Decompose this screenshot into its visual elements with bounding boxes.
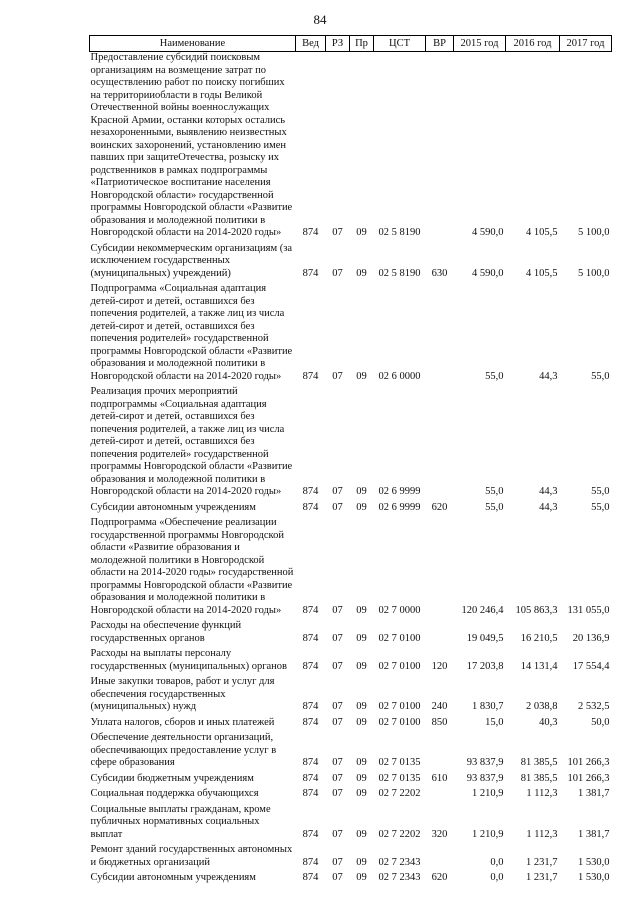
row-cst: 02 7 2202 xyxy=(378,828,421,840)
row-2017: 50,0 xyxy=(591,716,610,728)
table-header xyxy=(90,36,612,52)
table-row xyxy=(90,52,612,240)
row-2016: 44,3 xyxy=(539,501,558,513)
row-2016: 44,3 xyxy=(539,486,558,497)
row-rz: 07 xyxy=(332,772,343,784)
row-2017: 55,0 xyxy=(591,501,610,513)
row-pr: 09 xyxy=(356,772,367,784)
budget-table xyxy=(89,35,612,885)
table-row xyxy=(90,714,612,730)
row-rz: 07 xyxy=(332,788,343,799)
row-vr: 850 xyxy=(431,716,448,728)
row-2017: 1 381,7 xyxy=(578,828,610,840)
row-2016: 16 210,5 xyxy=(520,632,558,644)
row-2015: 19 049,5 xyxy=(466,632,504,644)
row-2017: 1 530,0 xyxy=(578,872,610,883)
row-pr: 09 xyxy=(356,757,367,768)
row-vr: 610 xyxy=(431,772,448,784)
row-2016: 4 105,5 xyxy=(526,227,558,238)
header-2017: 2017 год xyxy=(560,36,612,52)
row-rz: 07 xyxy=(332,370,343,382)
row-cst: 02 5 8190 xyxy=(378,227,421,238)
row-2015: 17 203,8 xyxy=(466,660,504,672)
row-cst: 02 7 0135 xyxy=(378,772,421,784)
row-vr: 620 xyxy=(431,872,448,883)
row-2015: 1 830,7 xyxy=(472,701,504,712)
row-rz: 07 xyxy=(332,660,343,672)
row-vr: 630 xyxy=(431,267,448,279)
row-rz: 07 xyxy=(332,701,343,712)
row-ved: 874 xyxy=(302,828,319,840)
row-rz: 07 xyxy=(332,856,343,868)
row-2015: 1 210,9 xyxy=(472,788,504,799)
row-cst: 02 7 2202 xyxy=(378,788,421,799)
row-pr: 09 xyxy=(356,501,367,513)
row-name: Субсидии бюджетным учреждениям xyxy=(90,772,254,784)
table-row xyxy=(90,280,612,383)
row-pr: 09 xyxy=(356,227,367,238)
row-pr: 09 xyxy=(356,632,367,644)
row-ved: 874 xyxy=(302,772,319,784)
header-2015: 2015 год xyxy=(454,36,506,52)
row-vr xyxy=(426,383,454,499)
row-2016: 105 863,3 xyxy=(515,604,558,616)
row-rz: 07 xyxy=(332,828,343,840)
header-pr: Пр xyxy=(350,36,374,52)
row-vr xyxy=(426,52,454,240)
row-cst: 02 7 0100 xyxy=(378,660,421,672)
table-row xyxy=(90,617,612,645)
row-vr: 320 xyxy=(431,828,448,840)
row-2017: 101 266,3 xyxy=(567,757,610,768)
row-pr: 09 xyxy=(356,604,367,616)
header-2016: 2016 год xyxy=(506,36,560,52)
table-row xyxy=(90,240,612,281)
row-2015: 0,0 xyxy=(490,872,504,883)
header-name: Наименование xyxy=(90,36,296,52)
row-name: Социальные выплаты гражданам, кроме публичных нормативных социальных выплат xyxy=(90,803,271,840)
table-row xyxy=(90,729,612,770)
header-ved: Вед xyxy=(296,36,326,52)
table-row xyxy=(90,841,612,869)
row-2015: 55,0 xyxy=(485,501,504,513)
table-row xyxy=(90,673,612,714)
row-name: Расходы на выплаты персоналу государственных (муниципальных) органов xyxy=(90,648,288,672)
row-vr xyxy=(426,280,454,383)
table-row xyxy=(90,770,612,786)
row-rz: 07 xyxy=(332,267,343,279)
row-2016: 40,3 xyxy=(539,716,558,728)
row-cst: 02 7 0100 xyxy=(378,632,421,644)
row-vr xyxy=(426,841,454,869)
row-cst: 02 6 9999 xyxy=(378,501,421,513)
row-2016: 14 131,4 xyxy=(520,660,558,672)
row-ved: 874 xyxy=(302,370,319,382)
row-ved: 874 xyxy=(302,227,319,238)
row-pr: 09 xyxy=(356,660,367,672)
row-rz: 07 xyxy=(332,486,343,497)
row-ved: 874 xyxy=(302,757,319,768)
row-2017: 5 100,0 xyxy=(578,227,610,238)
row-2017: 55,0 xyxy=(591,370,610,382)
header-vr: ВР xyxy=(426,36,454,52)
row-rz: 07 xyxy=(332,604,343,616)
row-2016: 2 038,8 xyxy=(526,701,558,712)
row-cst: 02 6 9999 xyxy=(378,486,421,497)
row-name: Ремонт зданий государственных автономных и бюджетных организаций xyxy=(90,844,293,868)
row-rz: 07 xyxy=(332,757,343,768)
row-ved: 874 xyxy=(302,856,319,868)
table-row xyxy=(90,645,612,673)
row-rz: 07 xyxy=(332,632,343,644)
row-ved: 874 xyxy=(302,486,319,497)
row-2017: 131 055,0 xyxy=(567,604,610,616)
header-rz: РЗ xyxy=(326,36,350,52)
row-cst: 02 7 2343 xyxy=(378,872,421,883)
row-2015: 4 590,0 xyxy=(472,227,504,238)
row-pr: 09 xyxy=(356,267,367,279)
row-cst: 02 7 2343 xyxy=(378,856,421,868)
table-row xyxy=(90,383,612,499)
row-ved: 874 xyxy=(302,788,319,799)
row-2017: 101 266,3 xyxy=(567,772,610,784)
row-ved: 874 xyxy=(302,660,319,672)
row-ved: 874 xyxy=(302,701,319,712)
row-2016: 4 105,5 xyxy=(526,267,558,279)
row-pr: 09 xyxy=(356,856,367,868)
row-ved: 874 xyxy=(302,501,319,513)
row-vr xyxy=(426,785,454,801)
row-pr: 09 xyxy=(356,788,367,799)
row-name: Обеспечение деятельности организаций, обеспечивающих предоставление услуг в сфере образования xyxy=(90,732,277,768)
row-name: Расходы на обеспечение функций государственных органов xyxy=(90,620,242,644)
row-2016: 81 385,5 xyxy=(520,757,558,768)
table-body xyxy=(90,52,612,885)
row-name: Субсидии автономным учреждениям xyxy=(90,872,256,883)
row-2015: 93 837,9 xyxy=(466,772,504,784)
row-vr xyxy=(426,617,454,645)
row-name: Реализация прочих мероприятий подпрограммы «Социальная адаптация детей-сирот и детей, оставшихся без попечения родителей, а также лиц из числа детей-сирот и детей, оставшихся без попечения родителей» государственной программы Новгородской области «Развитие образования и молодежной политики в Новгородской области на 2014-2020 годы» xyxy=(90,386,293,497)
row-ved: 874 xyxy=(302,716,319,728)
row-pr: 09 xyxy=(356,370,367,382)
row-rz: 07 xyxy=(332,227,343,238)
row-2015: 4 590,0 xyxy=(472,267,504,279)
row-rz: 07 xyxy=(332,872,343,883)
row-name: Иные закупки товаров, работ и услуг для обеспечения государственных (муниципальных) нужд xyxy=(90,676,275,712)
row-name: Социальная поддержка обучающихся xyxy=(90,788,259,799)
row-cst: 02 5 8190 xyxy=(378,267,421,279)
row-ved: 874 xyxy=(302,604,319,616)
row-2016: 44,3 xyxy=(539,370,558,382)
row-name: Предоставление субсидий поисковым организациям на возмещение затрат по осуществлению работ по поиску погибших на территорииобласти в годы Великой Отечественной войны военнослужащих Красной Армии, останки которых остались незахороненными, выявлению неизвестных воинских захоронений, установлению имен павших при защитеОтечества, розыску их родственников в рамках подпрограммы «Патриотическое воспитание населения Новгородской области» государственной программы Новгородской области «Развитие образования и молодежной политики в Новгородской области на 2014-2020 годы» xyxy=(90,52,293,238)
row-2016: 1 231,7 xyxy=(526,872,558,883)
row-name: Подпрограмма «Обеспечение реализации государственной программы Новгородской области «Развитие образования и молодежной политики в Новгородской области на 2014-2020 годы» государственной программы Новгородской области «Развитие образования и молодежной политики в Новгородской области на 2014-2020 годы» xyxy=(90,517,294,616)
row-2015: 120 246,4 xyxy=(461,604,504,616)
row-name: Субсидии некоммерческим организациям (за исключением государственных (муниципальных) учреждений) xyxy=(90,242,293,279)
row-rz: 07 xyxy=(332,716,343,728)
row-2016: 1 231,7 xyxy=(526,856,558,868)
header-cst: ЦСТ xyxy=(374,36,426,52)
row-cst: 02 7 0000 xyxy=(378,604,421,616)
table-row xyxy=(90,801,612,842)
row-2016: 81 385,5 xyxy=(520,772,558,784)
row-cst: 02 7 0135 xyxy=(378,757,421,768)
row-name: Уплата налогов, сборов и иных платежей xyxy=(90,716,275,728)
row-2017: 1 530,0 xyxy=(578,856,610,868)
row-2015: 15,0 xyxy=(485,716,504,728)
row-pr: 09 xyxy=(356,828,367,840)
row-ved: 874 xyxy=(302,632,319,644)
row-2017: 17 554,4 xyxy=(572,660,610,672)
page-number: 84 xyxy=(313,12,327,27)
row-2015: 55,0 xyxy=(485,486,504,497)
row-cst: 02 7 0100 xyxy=(378,716,421,728)
row-cst: 02 6 0000 xyxy=(378,370,421,382)
row-pr: 09 xyxy=(356,701,367,712)
table-row xyxy=(90,514,612,617)
row-2015: 0,0 xyxy=(490,856,504,868)
row-cst: 02 7 0100 xyxy=(378,701,421,712)
row-2016: 1 112,3 xyxy=(526,828,558,840)
row-name: Подпрограмма «Социальная адаптация детей-сирот и детей, оставшихся без попечения родителей, а также лиц из числа детей-сирот и детей, оставшихся без попечения родителей» государственной программы Новгородской области «Развитие образования и молодежной политики в Новгородской области на 2014-2020 годы» xyxy=(90,283,293,382)
row-2015: 55,0 xyxy=(485,370,504,382)
row-2015: 93 837,9 xyxy=(466,757,504,768)
row-2017: 20 136,9 xyxy=(572,632,610,644)
row-rz: 07 xyxy=(332,501,343,513)
row-vr xyxy=(426,514,454,617)
row-pr: 09 xyxy=(356,872,367,883)
row-ved: 874 xyxy=(302,267,319,279)
row-2017: 2 532,5 xyxy=(578,701,610,712)
row-2015: 1 210,9 xyxy=(472,828,504,840)
row-pr: 09 xyxy=(356,486,367,497)
row-2017: 1 381,7 xyxy=(578,788,610,799)
row-2016: 1 112,3 xyxy=(526,788,558,799)
table-row xyxy=(90,785,612,801)
row-name: Субсидии автономным учреждениям xyxy=(90,501,256,513)
row-2017: 5 100,0 xyxy=(578,267,610,279)
row-ved: 874 xyxy=(302,872,319,883)
row-vr xyxy=(426,729,454,770)
row-pr: 09 xyxy=(356,716,367,728)
row-vr: 120 xyxy=(431,660,448,672)
table-row xyxy=(90,869,612,885)
row-vr: 240 xyxy=(431,701,448,712)
row-2017: 55,0 xyxy=(591,486,610,497)
table-row xyxy=(90,499,612,515)
row-vr: 620 xyxy=(431,501,448,513)
